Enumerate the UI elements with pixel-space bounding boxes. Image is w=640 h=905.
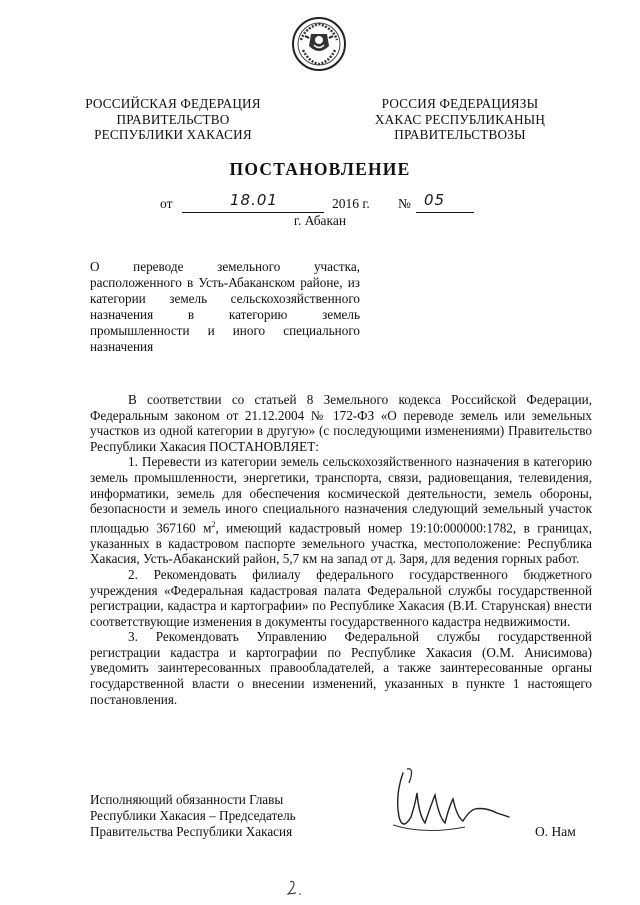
signer-name: О. Нам xyxy=(535,824,576,839)
signature-title-line: Республики Хакасия – Председатель xyxy=(90,808,296,823)
header-left-line: ПРАВИТЕЛЬСТВО xyxy=(116,111,230,127)
coat-of-arms-icon xyxy=(291,16,347,72)
signature-title xyxy=(90,792,296,840)
header-left xyxy=(78,96,268,143)
header-left-line: РЕСПУБЛИКИ ХАКАСИЯ xyxy=(94,127,252,142)
header-right-line: ХАКАС РЕСПУБЛИКАНЫҢ xyxy=(374,111,546,127)
body-intro: В соответствии со статьей 8 Земельного кодекса Российской Федерации, Федеральным законом от 21.12.2004 № 172-ФЗ «О переводе земель или земельных участков из одной категории в другую» (с последующими изменениями) Правительство Республики Хакасия ПОСТАНОВЛЯЕТ: xyxy=(90,392,592,454)
page-mark-icon xyxy=(282,876,306,900)
item-1-text-rest: , имеющий кадастровый номер 19:10:000000:1782, в границах, указанных в кадастровом паспорте земельного участка, местоположение: Республика Хакасия, Усть-Абаканский район, 5,7 км на запад от д. Заря, для ведения горных работ. xyxy=(90,520,592,567)
city: г. Абакан xyxy=(293,213,347,228)
signature-title-line: Правительства Республики Хакасия xyxy=(90,824,293,839)
body-item-2: 2. Рекомендовать филиалу федерального государственного бюджетного учреждения «Федеральная кадастровая палата Федеральной службы государственной регистрации, кадастра и картографии» по Республике Хакасия (В.И. Старунская) внести соответствующие изменения в документы государственного кадастра недвижимости. xyxy=(90,566,592,629)
header-right-line: ПРАВИТЕЛЬСТВОЗЫ xyxy=(394,127,526,142)
handwritten-number: 05 xyxy=(424,191,446,209)
date-blank xyxy=(182,191,324,213)
item-1-text: 1. Перевести из категории земель сельскохозяйственного назначения в категорию земель промышленности, энергетики, транспорта, связи, радиовещания, телевидения, информатики, земель для обеспечения космической деятельности, земель обороны, безопасности и земель иного специального назначения следующий земельный участок площадью 367160 м xyxy=(90,454,592,536)
header-left-line: РОССИЙСКАЯ ФЕДЕРАЦИЯ xyxy=(85,96,261,111)
item-1-superscript: 2 xyxy=(211,519,216,529)
body-item-3: 3. Рекомендовать Управлению Федеральной службы государственной регистрации кадастра и картографии по Республике Хакасия (О.М. Анисимова) уведомить заинтересованных правообладателей, а также заинтересованные органы государственной власти о внесении изменений, указанных в пункте 1 настоящего постановления. xyxy=(90,629,592,707)
document-subject: О переводе земельного участка, расположенного в Усть-Абаканском районе, из категории земель сельскохозяйственного назначения в категорию земель промышленности и иного специального назначения xyxy=(90,259,360,354)
signature-title-line: Исполняющий обязанности Главы xyxy=(90,792,284,807)
date-prefix: от xyxy=(160,196,173,211)
body-item-1 xyxy=(90,454,592,567)
document-body xyxy=(90,392,592,707)
number-sign: № xyxy=(398,196,411,211)
header-right xyxy=(360,96,560,143)
number-blank xyxy=(416,191,474,213)
header-right-line: РОССИЯ ФЕДЕРАЦИЯЗЫ xyxy=(381,96,539,111)
document-title: ПОСТАНОВЛЕНИЕ xyxy=(229,159,411,179)
handwritten-date: 18.01 xyxy=(230,191,278,209)
handwritten-signature-icon xyxy=(385,765,515,840)
date-year: 2016 г. xyxy=(332,196,370,211)
